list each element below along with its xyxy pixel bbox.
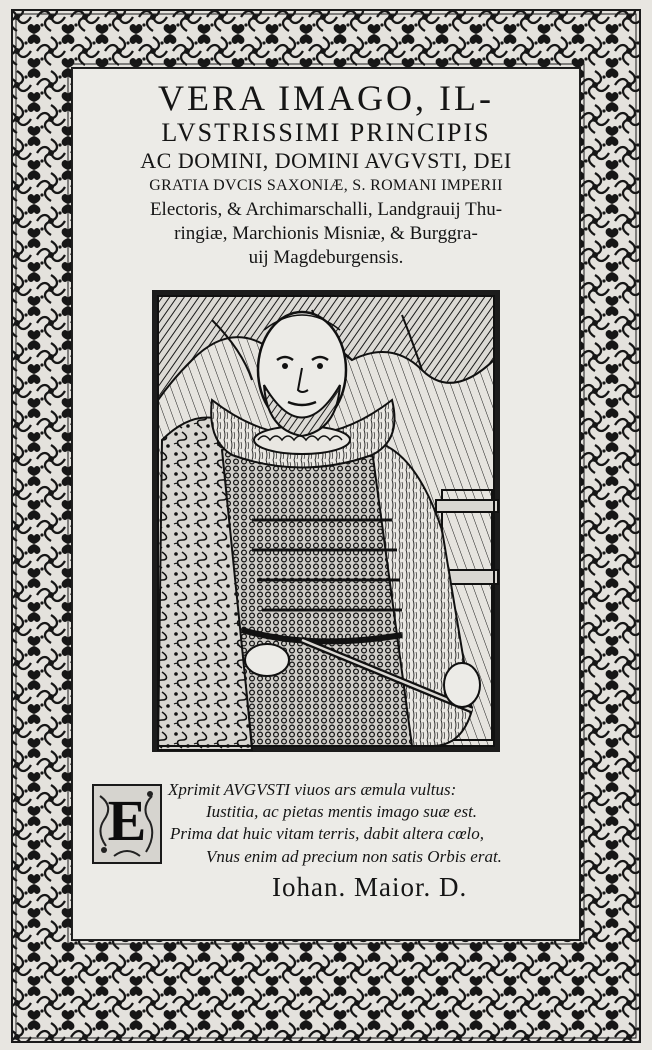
- verse-block: [90, 780, 560, 910]
- title-line-7: uij Magdeburgensis.: [248, 247, 404, 268]
- verse-line-4: Vnus enim ad precium non satis Orbis erat.: [206, 847, 502, 866]
- title-line-4: GRATIA DVCIS SAXONIÆ, S. ROMANI IMPERII: [149, 177, 503, 194]
- title-line-2: LVSTRISSIMI PRINCIPIS: [161, 118, 491, 147]
- title-block: [88, 80, 564, 267]
- signature: Iohan. Maior. D.: [272, 872, 468, 902]
- initial-letter: E: [107, 788, 147, 853]
- title-line-1: VERA IMAGO, IL-: [158, 78, 494, 118]
- verse-line-1: Xprimit AVGVSTI viuos ars æmula vultus:: [168, 780, 457, 799]
- portrait-woodcut: [152, 290, 500, 752]
- title-line-6: ringiæ, Marchionis Misniæ, & Burggra-: [174, 223, 478, 244]
- decorated-initial: [92, 784, 162, 864]
- verse-line-3: Prima dat huic vitam terris, dabit altera cœlo,: [170, 824, 485, 843]
- title-line-3: AC DOMINI, DOMINI AVGVSTI, DEI: [140, 148, 512, 173]
- title-line-5: Electoris, & Archimarschalli, Landgrauij Thu-: [149, 199, 503, 220]
- verse-line-2: Iustitia, ac pietas mentis imago suæ est.: [206, 802, 478, 821]
